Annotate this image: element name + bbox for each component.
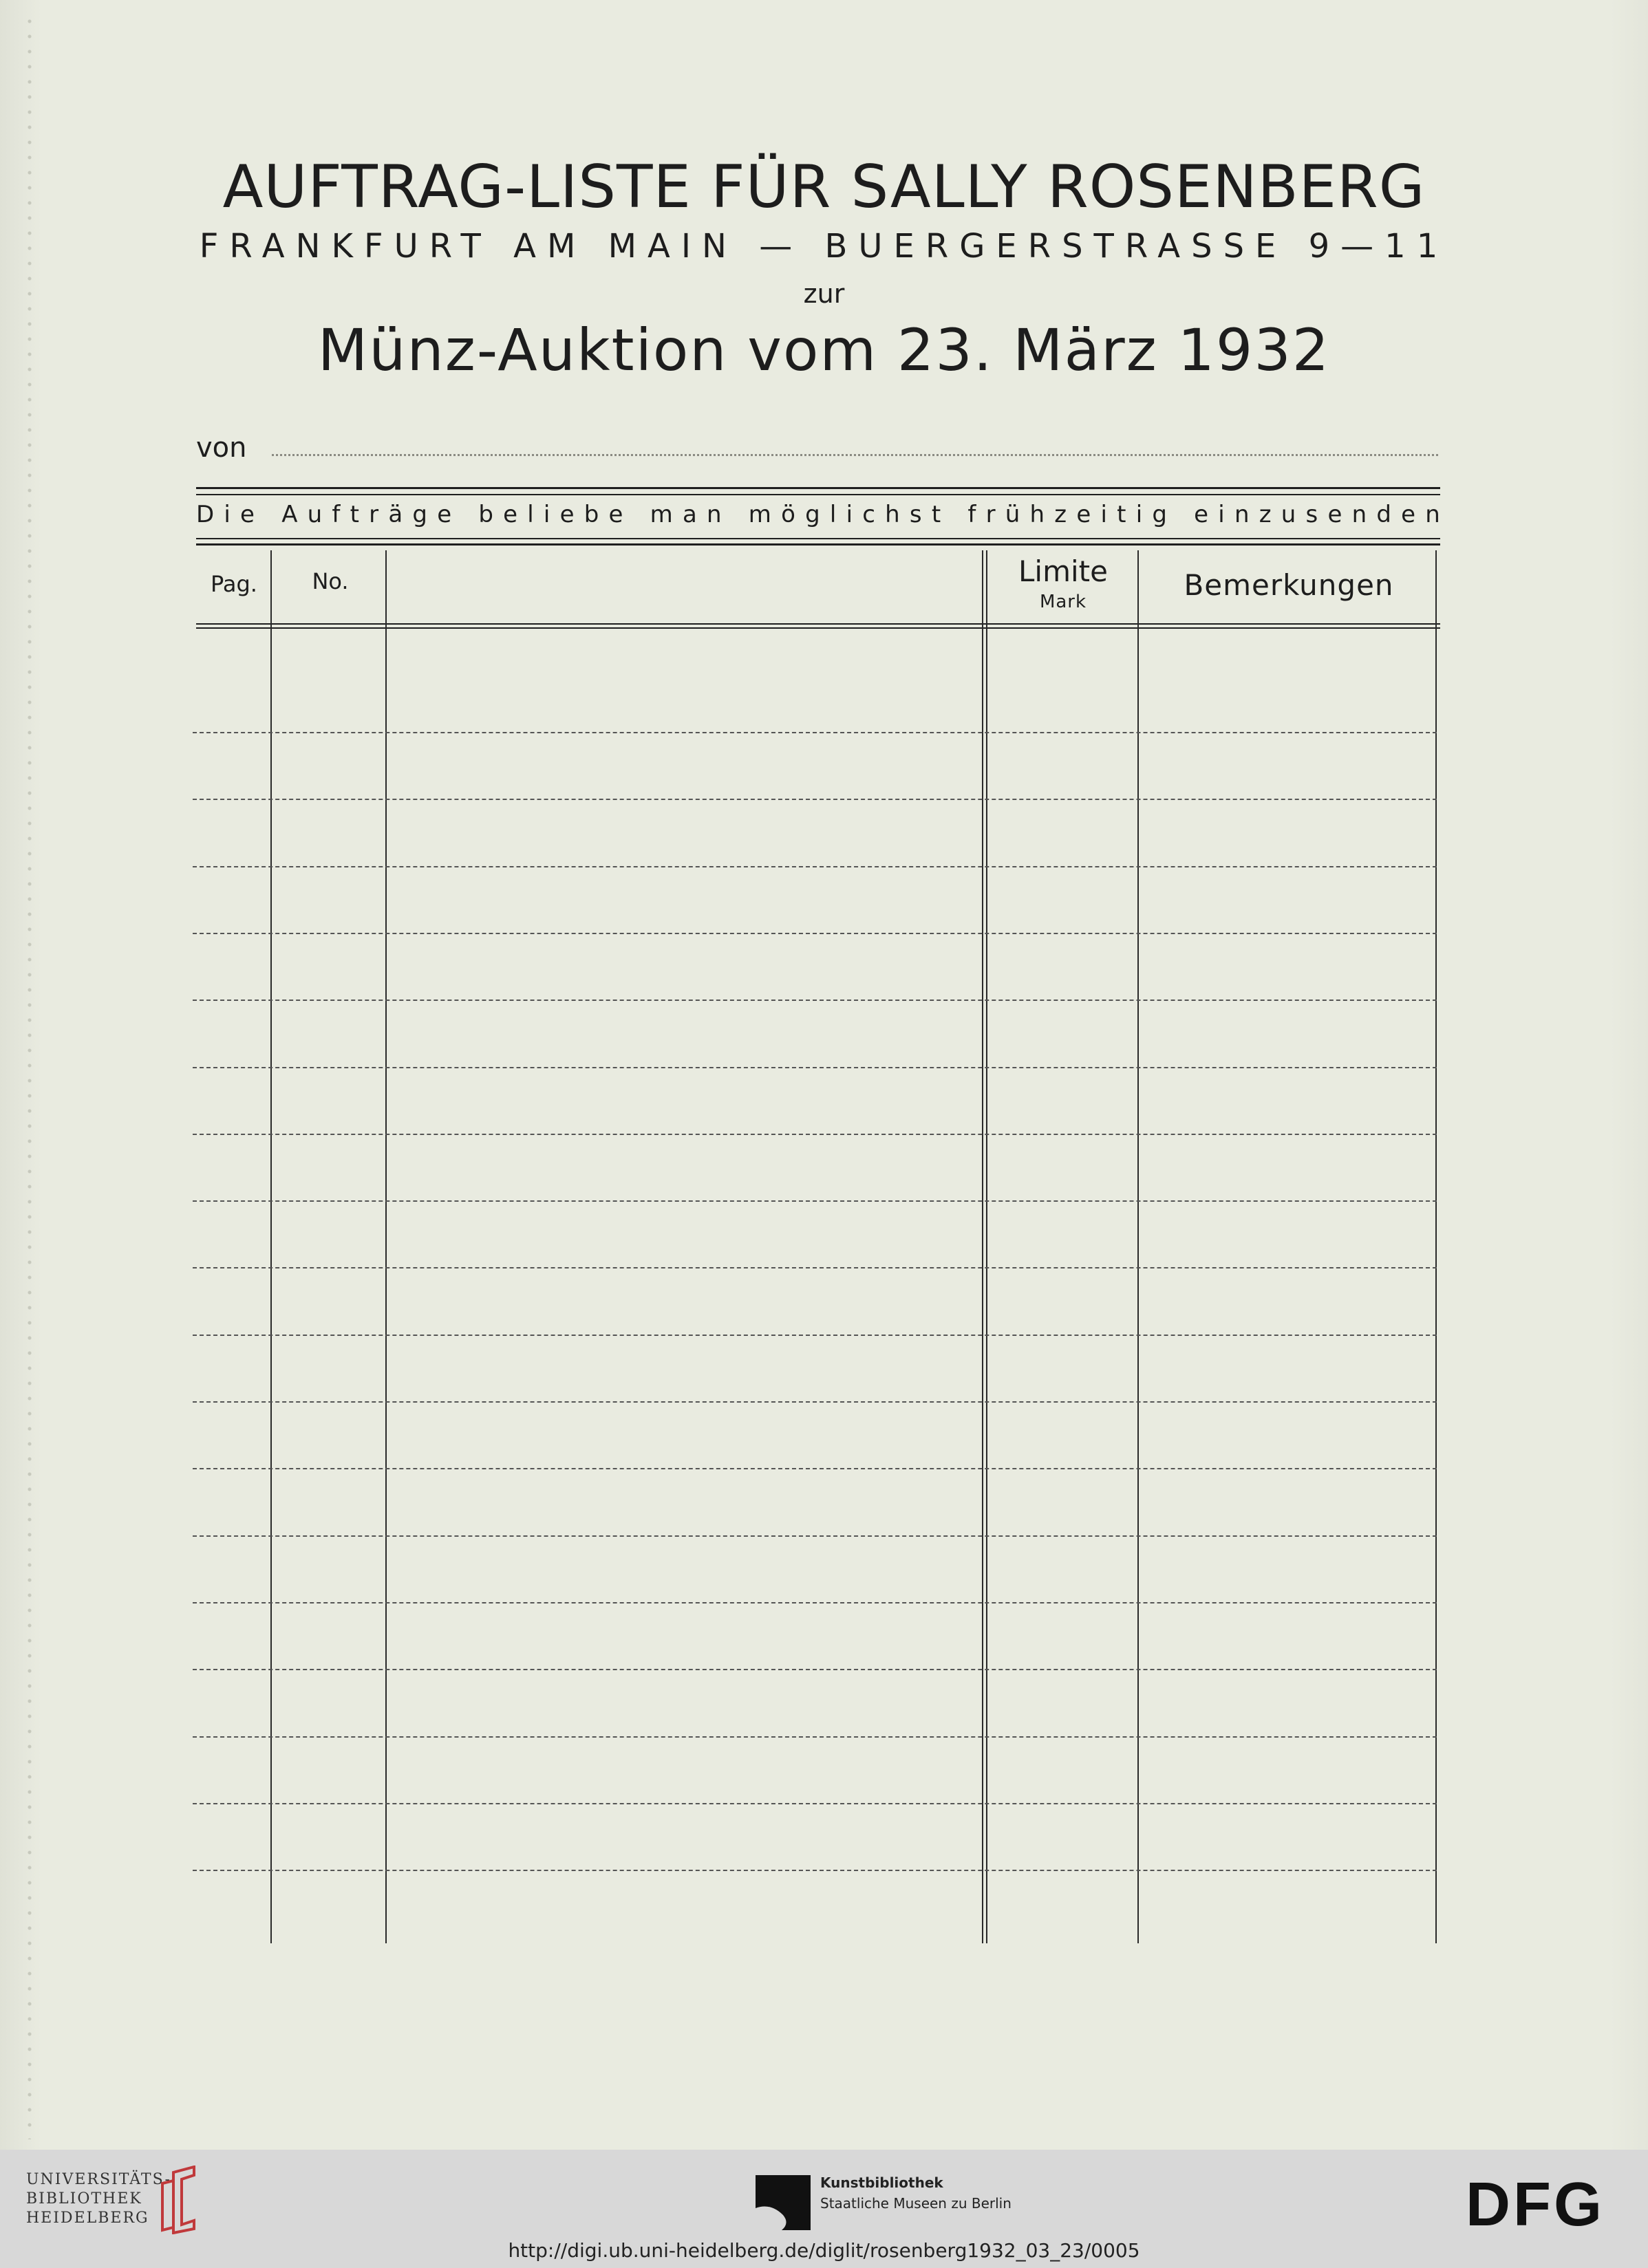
source-url[interactable]: http://digi.ub.uni-heidelberg.de/diglit/rosenberg1932_03_23/0005 (508, 2239, 1140, 2262)
ub-heidelberg-logo-text (26, 2170, 171, 2228)
col-header-limite-unit: Mark (1039, 592, 1087, 612)
notice-char: e (1076, 501, 1091, 528)
notice-char: t (931, 501, 941, 528)
notice-char: i (224, 501, 231, 528)
notice-char: h (885, 501, 900, 528)
table-row-line[interactable] (193, 1669, 1437, 1670)
col-divider-no (385, 550, 387, 1943)
notice-char: a (682, 501, 697, 528)
col-divider-desc-b (986, 550, 987, 1943)
zur-label: zur (803, 279, 845, 309)
notice-char (950, 501, 958, 528)
notice-char (633, 501, 641, 528)
notice-char: z (1259, 501, 1272, 528)
notice-char: D (196, 501, 215, 528)
notice-char: z (1054, 501, 1067, 528)
notice-char: e (503, 501, 518, 528)
notice-char: n (1234, 501, 1250, 528)
notice-char: n (1425, 501, 1440, 528)
notice-char: h (1029, 501, 1045, 528)
table-row-line[interactable] (193, 1535, 1437, 1537)
notice-char: g (1152, 501, 1167, 528)
header-rule-1 (196, 623, 1440, 625)
kunstbibliothek-text (820, 2172, 1012, 2214)
col-header-no: No. (312, 568, 349, 594)
table-row-line[interactable] (193, 1870, 1437, 1871)
notice-char: e (240, 501, 255, 528)
kunstbibliothek-logo-icon (756, 2175, 811, 2230)
col-divider-right (1435, 550, 1437, 1943)
notice-char: t (1117, 501, 1126, 528)
ub-heidelberg-logo-icon (153, 2166, 201, 2234)
table-row-line[interactable] (193, 1803, 1437, 1804)
col-header-pag: Pag. (211, 571, 257, 597)
table-row-line[interactable] (193, 1602, 1437, 1603)
rule-top-1 (196, 487, 1440, 489)
notice-char: n (707, 501, 722, 528)
rule-mid-1 (196, 538, 1440, 539)
auction-title: Münz-Auktion vom 23. März 1932 (317, 316, 1331, 384)
table-row-line[interactable] (193, 1736, 1437, 1738)
table-row-line[interactable] (193, 1468, 1437, 1469)
notice-char: f (332, 501, 341, 528)
col-divider-pag (270, 550, 272, 1943)
von-label: von (196, 432, 247, 464)
notice-char: ä (388, 501, 403, 528)
table-row-line[interactable] (193, 866, 1437, 867)
notice-char: e (1327, 501, 1342, 528)
notice-char: e (608, 501, 623, 528)
table-row-line[interactable] (193, 933, 1437, 934)
ub-line-1: UNIVERSITÄTS- (26, 2171, 171, 2188)
notice-char (731, 501, 739, 528)
notice-char: b (584, 501, 599, 528)
notice-char: g (412, 501, 427, 528)
notice-char: n (1351, 501, 1367, 528)
col-divider-desc-a (982, 550, 983, 1943)
notice-char: i (543, 501, 550, 528)
notice-text (196, 501, 1440, 528)
dfg-logo (1466, 2176, 1624, 2231)
notice-char: i (1218, 501, 1225, 528)
notice-char: e (559, 501, 575, 528)
table-row-line[interactable] (193, 1267, 1437, 1268)
table-row-line[interactable] (193, 732, 1437, 733)
col-header-limite: Limite (1018, 554, 1108, 588)
notice-char: u (1281, 501, 1296, 528)
page-title: AUFTRAG-LISTE FÜR SALLY ROSENBERG (222, 153, 1426, 222)
col-header-bemerkungen: Bemerkungen (1184, 568, 1394, 602)
dfg-logo-text: DFG (1466, 2176, 1605, 2231)
notice-char: d (1376, 501, 1391, 528)
notice-char: r (985, 501, 996, 528)
notice-char: e (1401, 501, 1416, 528)
notice-char: e (1194, 501, 1209, 528)
notice-char: f (967, 501, 976, 528)
col-divider-limite (1137, 550, 1139, 1943)
notice-char: c (862, 501, 875, 528)
table-row-line[interactable] (193, 1401, 1437, 1403)
notice-char: ü (1005, 501, 1020, 528)
table-row-line[interactable] (193, 1067, 1437, 1068)
rule-top-2 (196, 494, 1440, 495)
notice-char: s (1305, 501, 1318, 528)
notice-char: i (846, 501, 853, 528)
notice-char (461, 501, 469, 528)
table-row-line[interactable] (193, 1200, 1437, 1202)
notice-char: r (369, 501, 379, 528)
notice-char: m (650, 501, 673, 528)
header-rule-2 (196, 627, 1440, 629)
notice-char: b (478, 501, 493, 528)
notice-char: m (748, 501, 771, 528)
table-row-line[interactable] (193, 1335, 1437, 1336)
notice-char (1177, 501, 1184, 528)
table-row-line[interactable] (193, 1000, 1437, 1001)
von-field-line[interactable] (272, 454, 1438, 456)
table-row-line[interactable] (193, 1134, 1437, 1135)
notice-char: t (350, 501, 359, 528)
notice-char: i (1100, 501, 1107, 528)
notice-char: A (281, 501, 298, 528)
notice-char: i (1135, 501, 1143, 528)
notice-char: g (805, 501, 820, 528)
notice-char: e (437, 501, 452, 528)
notice-char: s (909, 501, 922, 528)
ub-line-2: BIBLIOTHEK (26, 2190, 142, 2207)
notice-char: l (829, 501, 837, 528)
ub-line-3: HEIDELBERG (26, 2210, 149, 2227)
notice-char: l (527, 501, 534, 528)
rule-mid-2 (196, 543, 1440, 546)
notice-char (264, 501, 272, 528)
kb-subtitle: Staatliche Museen zu Berlin (820, 2195, 1012, 2212)
address-line: FRANKFURT AM MAIN — BUERGERSTRASSE 9—11 (199, 227, 1449, 266)
notice-char: u (307, 501, 323, 528)
notice-char: ö (781, 501, 795, 528)
kb-name: Kunstbibliothek (820, 2174, 943, 2191)
table-row-line[interactable] (193, 799, 1437, 800)
